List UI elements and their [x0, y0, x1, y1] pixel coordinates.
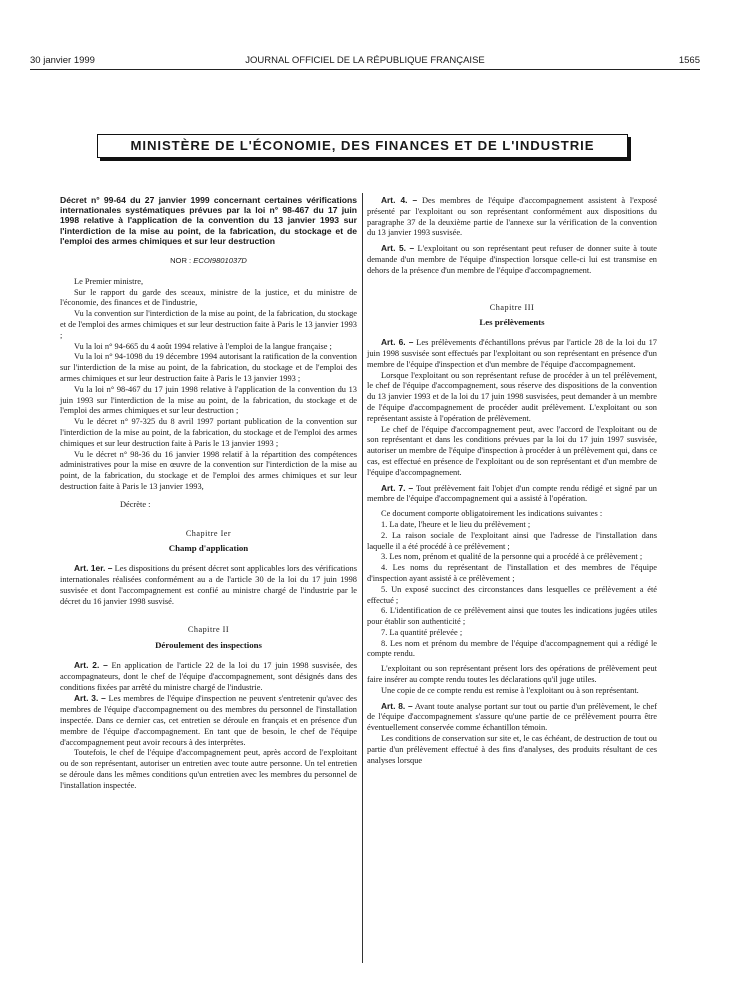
article-text: Les dispositions du présent décret sont applicables lors des vérifications internationales réalisées conformément au a de l'article 30 de la loi du 17 juin 1998 susvisée et dont l'accompagnement est confié au ministre chargé de l'industrie par le décret du 16 janvier 1998 susvisé. — [60, 564, 357, 606]
article-label: Art. 3. – — [74, 693, 106, 704]
preamble-line: Vu le décret n° 98-36 du 16 janvier 1998 relatif à la répartition des compétences administratives pour la mise en œuvre de la convention sur l'interdiction de la mise au point, de la fabrication, du stockage et de l'emploi des armes chimiques et sur leur destruction faite à Paris le 13 janvier 1993, — [60, 449, 357, 491]
preamble-line: Vu la convention sur l'interdiction de la mise au point, de la fabrication, du stockage et de l'emploi des armes chimiques et sur leur destruction faite à Paris le 13 janvier 1993 ; — [60, 309, 357, 340]
left-column — [60, 195, 357, 791]
article-text: L'exploitant ou son représentant peut refuser de donner suite à toute demande d'un membre de l'équipe d'inspection lorsque celle-ci lui est transmise en dehors de la présence d'un membre de l'équipe d'accompagnement. — [367, 244, 657, 275]
list-item: 2. La raison sociale de l'exploitant ainsi que l'adresse de l'installation dans laquelle il a été procédé à ce prélèvement ; — [367, 530, 657, 551]
column-divider — [362, 193, 363, 963]
article-text: Les prélèvements d'échantillons prévus par l'article 28 de la loi du 17 juin 1998 susvisée sont effectués par l'exploitant ou son représentant en présence d'un membre de l'équipe d'inspection et d'un membre de l'équipe d'accompagnement. — [367, 338, 657, 369]
article-label: Art. 4. – — [381, 195, 418, 205]
article-label: Art. 5. – — [381, 243, 415, 254]
article-2 — [60, 660, 357, 693]
preamble-line: Le Premier ministre, — [74, 276, 144, 286]
article-label: Art. 2. – — [74, 659, 108, 670]
issue-date: 30 janvier 1999 — [30, 55, 95, 66]
list-item: 1. La date, l'heure et le lieu du prélèvement ; — [381, 519, 531, 529]
list-item: 7. La quantité prélevée ; — [381, 627, 463, 637]
article-text: En application de l'article 22 de la loi du 17 juin 1998 susvisée, des accompagnateurs, dont le chef de l'équipe d'accompagnement, sont désignés dans des conditions fixées par arrêté du ministre chargé de l'industrie. — [60, 660, 357, 692]
chapter-3-label: Chapitre III — [489, 302, 535, 312]
article-text: Des membres de l'équipe d'accompagnement assistent à l'exposé présenté par l'exploitant ou son représentant conformément aux dispositions du paragraphe 37 de la deuxième partie de l'annexe sur la vérification de la convention du 13 janvier 1993 susvisée. — [367, 196, 657, 238]
article-1 — [60, 563, 357, 607]
article-text: Avant toute analyse portant sur tout ou partie d'un prélèvement, le chef de l'équipe d'accompagnement s'assure qu'une partie de ce prélèvement pourra être éventuellement conservée comme échantillon témoin. — [367, 701, 657, 733]
article-3 — [60, 693, 357, 748]
preamble-line: Vu la loi n° 94-665 du 4 août 1994 relative à l'emploi de la langue française ; — [74, 341, 332, 351]
article-5 — [367, 243, 657, 276]
article-label: Art. 6. – — [381, 337, 414, 348]
list-item: 3. Les nom, prénom et qualité de la personne qui a procédé à ce prélèvement ; — [381, 552, 643, 562]
article-7 — [367, 483, 657, 506]
article-4 — [367, 195, 657, 239]
decrete: Décrète : — [120, 499, 151, 509]
article-label: Art. 8. – — [381, 700, 413, 711]
article-7-intro: Ce document comporte obligatoirement les indications suivantes : — [381, 509, 603, 519]
list-item: 8. Les nom et prénom du membre de l'équipe d'accompagnement qui a rédigé le compte rendu. — [367, 638, 657, 659]
page-number: 1565 — [678, 55, 700, 66]
article-8 — [367, 701, 657, 734]
chapter-1-label: Chapitre Ier — [185, 528, 232, 538]
article-text: Les membres de l'équipe d'inspection ne peuvent s'entretenir qu'avec des membres de l'équipe d'accompagnement ou des membres du personnel de l'installation inspectée. Dans ce dernier cas, cet entretien se déroule en français et en présence d'un membre de l'équipe d'accompagnement. En tant que de besoin, le chef de l'équipe d'accompagnement peut avoir recours à des interprètes. — [60, 694, 357, 747]
preamble-line: Sur le rapport du garde des sceaux, ministre de la justice, et du ministre de l'économie, des finances et de l'industrie, — [60, 287, 357, 308]
list-item: 4. Les noms du représentant de l'installation et des membres de l'équipe d'inspection ayant assisté à ce prélèvement ; — [367, 563, 657, 583]
article-6 — [367, 337, 657, 370]
list-item: 6. L'identification de ce prélèvement ainsi que toutes les indications jugées utiles pour établir son authenticité ; — [367, 606, 657, 627]
article-6-paragraph: Lorsque l'exploitant ou son représentant refuse de procéder à un tel prélèvement, le chef de l'équipe d'accompagnement, sous réserve des dispositions de la convention du 13 janvier 1993 et de la loi du 17 juin 1998 susvisées, peut demander à un membre de l'équipe d'accompagnement de procéder audit prélèvement. L'exploitant ou son représentant assiste à l'opération de prélèvement. — [367, 370, 657, 423]
list-item: 5. Un exposé succinct des circonstances dans lesquelles ce prélèvement a été effectué ; — [367, 584, 657, 605]
chapter-2-title: Déroulement des inspections — [155, 640, 262, 651]
chapter-3-title: Les prélèvements — [479, 317, 545, 328]
chapter-1-title: Champ d'application — [168, 543, 249, 554]
preamble-line: Vu la loi n° 98-467 du 17 juin 1998 relative à l'application de la convention du 13 juin 1993 sur l'interdiction de la mise au point, de la fabrication, du stockage et de l'emploi des armes chimiques et sur leur destruction ; — [60, 384, 357, 416]
decree-title: Décret n° 99-64 du 27 janvier 1999 concernant certaines vérifications internationales systématiques prévues par la loi n° 98-467 du 17 juin 1998 relative à l'application de la convention du 13 janvier 1993 sur l'interdiction de la mise au point, de la fabrication, du stockage et de l'emploi des armes chimiques et sur leur destruction — [60, 195, 357, 246]
article-7-paragraph: Une copie de ce compte rendu est remise à l'exploitant ou à son représentant. — [381, 685, 639, 695]
nor-label: NOR : — [170, 256, 192, 266]
ministry-banner: MINISTÈRE DE L'ÉCONOMIE, DES FINANCES ET DE L'INDUSTRIE — [97, 134, 628, 158]
article-text: Tout prélèvement fait l'objet d'un compte rendu rédigé et signé par un membre de l'équipe d'accompagnement qui a assisté à l'opération. — [367, 483, 657, 504]
article-8-paragraph: Les conditions de conservation sur site et, le cas échéant, de destruction de tout ou partie d'un prélèvement effectué à des fins d'analyses, des produits résultant de ces analyses lorsque — [367, 734, 657, 765]
article-label: Art. 7. – — [381, 482, 414, 493]
nor-reference — [60, 256, 357, 267]
page-header — [30, 55, 700, 69]
nor-code: ECOI9801037D — [193, 256, 247, 266]
article-3-paragraph: Toutefois, le chef de l'équipe d'accompagnement peut, après accord de l'exploitant ou de son représentant, autoriser un entretien avec toute autre personne. Un tel entretien se déroule dans les mêmes conditions qu'un entretien avec les membres du personnel de l'installation inspectée. — [60, 748, 357, 790]
article-7-paragraph: L'exploitant ou son représentant présent lors des opérations de prélèvement peut faire insérer au compte rendu toutes les déclarations qu'il juge utiles. — [367, 664, 657, 685]
journal-title: JOURNAL OFFICIEL DE LA RÉPUBLIQUE FRANÇAISE — [245, 55, 485, 66]
right-column — [367, 195, 657, 766]
preamble-line: Vu le décret n° 97-325 du 8 avril 1997 portant publication de la convention sur l'interdiction de la mise au point, de la fabrication, du stockage et de l'emploi des armes chimiques et sur leur destruction faite à Paris le 13 janvier 1993 ; — [60, 417, 357, 448]
header-rule — [30, 69, 700, 70]
preamble-line: Vu la loi n° 94-1098 du 19 décembre 1994 autorisant la ratification de la convention sur l'interdiction de la mise au point, de la fabrication, du stockage et de l'emploi des armes chimiques et sur leur destruction faite à Paris le 13 janvier 1993 ; — [60, 352, 357, 383]
article-6-paragraph: Le chef de l'équipe d'accompagnement peut, avec l'accord de l'exploitant ou de son représentant et dans les conditions prévues par la loi du 17 juin 1997 susvisée, autoriser un membre de l'équipe d'inspection à procéder à un prélèvement qui, dans ce cas, est effectué en présence de l'exploitant ou de son représentant et d'un membre de l'équipe d'accompagnement. — [367, 424, 657, 477]
article-label: Art. 1er. – — [74, 563, 113, 574]
chapter-2-label: Chapitre II — [187, 625, 230, 635]
